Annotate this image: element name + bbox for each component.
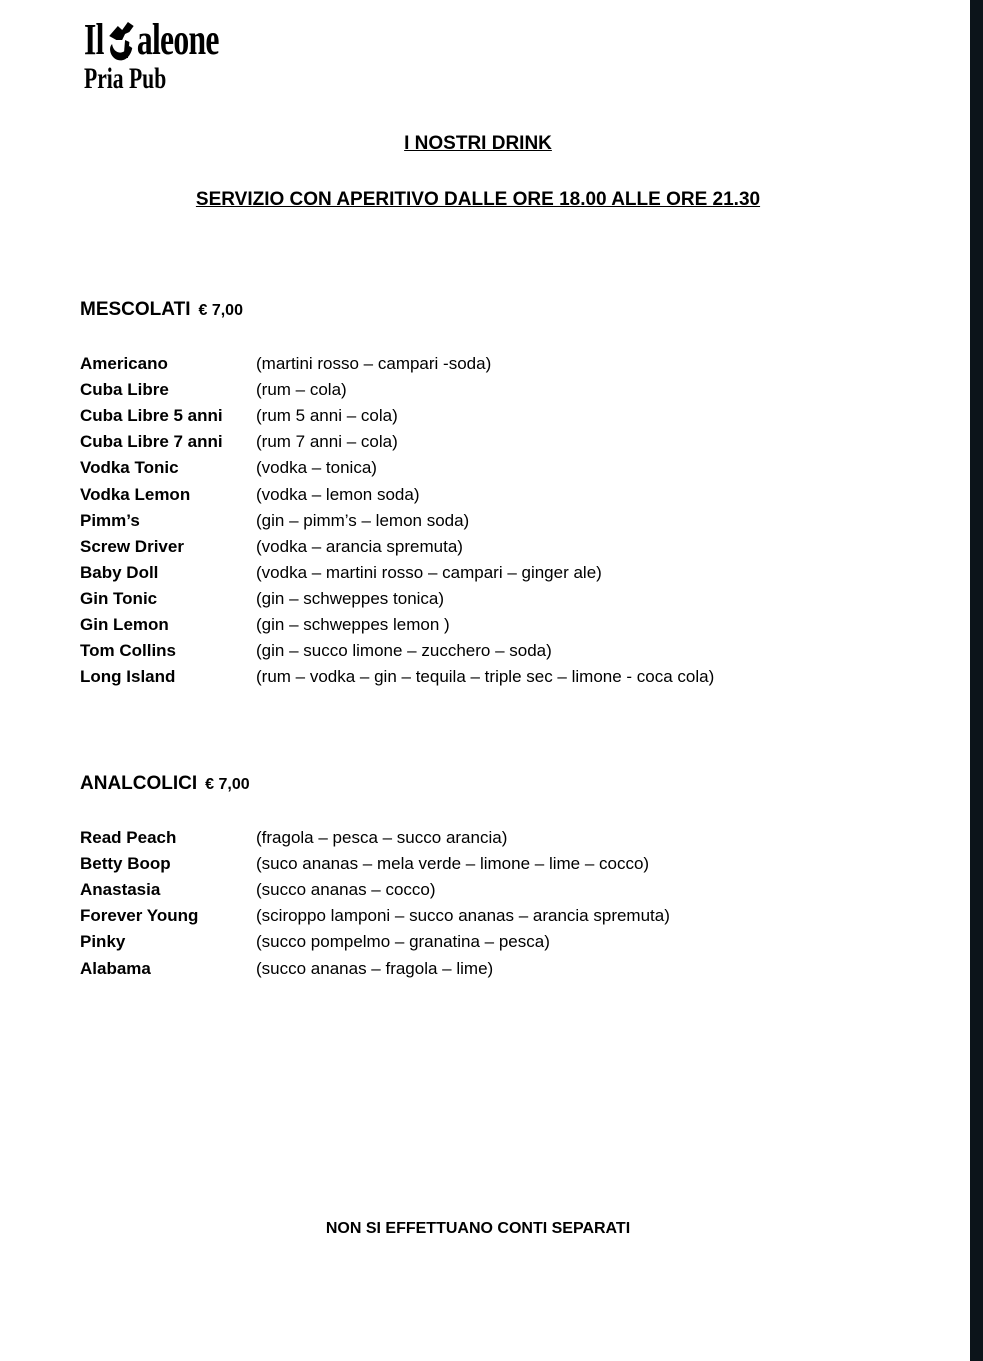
drink-name: Gin Tonic: [80, 588, 158, 608]
drink-ingredients: (gin – schweppes lemon ): [256, 614, 450, 634]
drink-row: [80, 638, 714, 664]
drink-name: Baby Doll: [80, 562, 159, 582]
service-hours-text: SERVIZIO CON APERITIVO DALLE ORE 18.00 ALLE ORE 21.30: [195, 189, 761, 210]
footer-note: NON SI EFFETTUANO CONTI SEPARATI: [325, 1220, 631, 1237]
drink-row: [80, 955, 670, 981]
drink-list-analcolici: [80, 825, 670, 982]
drink-name: Vodka Tonic: [80, 458, 179, 478]
drink-name: Read Peach: [80, 828, 177, 848]
viewer-edge: [970, 0, 983, 1361]
drink-row: [80, 586, 714, 612]
drink-ingredients: (rum – vodka – gin – tequila – triple sec – limone - coca cola): [256, 667, 715, 687]
drink-row: [80, 851, 670, 877]
drink-ingredients: (succo pompelmo – granatina – pesca): [256, 932, 550, 952]
logo-subtitle: Pria Pub: [84, 62, 167, 95]
drink-ingredients: (fragola – pesca – succo arancia): [256, 828, 508, 848]
drink-name: Cuba Libre: [80, 380, 169, 400]
drink-row: [80, 560, 714, 586]
drink-name: Long Island: [80, 667, 176, 687]
drink-name: Gin Lemon: [80, 614, 169, 634]
drink-list-mescolati: [80, 351, 714, 690]
section-name: ANALCOLICI: [80, 773, 198, 794]
page-title-text: I NOSTRI DRINK: [404, 133, 552, 154]
drink-name: Tom Collins: [80, 641, 177, 661]
section-price: € 7,00: [198, 302, 243, 319]
drink-row: [80, 825, 670, 851]
drink-name: Forever Young: [80, 906, 199, 926]
drink-row: [80, 351, 714, 377]
drink-name: Screw Driver: [80, 536, 184, 556]
drink-name: Americano: [80, 354, 168, 374]
section-heading-analcolici: [80, 773, 250, 795]
drink-row: [80, 664, 714, 690]
drink-ingredients: (martini rosso – campari -soda): [256, 354, 492, 374]
section-price: € 7,00: [205, 776, 250, 793]
galleon-g-icon: [104, 18, 137, 62]
drink-ingredients: (rum 7 anni – cola): [256, 432, 398, 452]
drink-row: [80, 377, 714, 403]
drink-row: [80, 877, 670, 903]
drink-ingredients: (vodka – arancia spremuta): [256, 536, 463, 556]
drink-name: Pimm’s: [80, 510, 140, 530]
drink-ingredients: (vodka – martini rosso – campari – ginger ale): [256, 562, 602, 582]
drink-row: [80, 429, 714, 455]
drink-ingredients: (gin – succo limone – zucchero – soda): [256, 641, 552, 661]
drink-row: [80, 929, 670, 955]
logo-text-prefix: Il: [84, 15, 104, 64]
drink-ingredients: (gin – schweppes tonica): [256, 588, 445, 608]
drink-ingredients: (vodka – tonica): [256, 458, 377, 478]
drink-ingredients: (rum 5 anni – cola): [256, 406, 398, 426]
drink-row: [80, 612, 714, 638]
drink-ingredients: (rum – cola): [256, 380, 347, 400]
drink-row: [80, 403, 714, 429]
section-name: MESCOLATI: [80, 299, 191, 320]
drink-ingredients: (succo ananas – fragola – lime): [256, 958, 494, 978]
page-title: [0, 133, 956, 155]
drink-name: Cuba Libre 5 anni: [80, 406, 223, 426]
drink-name: Anastasia: [80, 880, 161, 900]
logo: [84, 15, 219, 95]
drink-ingredients: (suco ananas – mela verde – limone – lime – cocco): [256, 854, 650, 874]
drink-row: [80, 455, 714, 481]
drink-ingredients: (sciroppo lamponi – succo ananas – arancia spremuta): [256, 906, 670, 926]
drink-row: [80, 481, 714, 507]
drink-ingredients: (vodka – lemon soda): [256, 484, 420, 504]
logo-text-suffix: aleone: [136, 15, 219, 64]
drink-name: Vodka Lemon: [80, 484, 191, 504]
drink-name: Pinky: [80, 932, 126, 952]
drink-row: [80, 903, 670, 929]
drink-name: Cuba Libre 7 anni: [80, 432, 223, 452]
drink-row: [80, 534, 714, 560]
service-hours: [0, 189, 956, 211]
section-heading-mescolati: [80, 299, 243, 321]
drink-ingredients: (gin – pimm’s – lemon soda): [256, 510, 470, 530]
drink-name: Betty Boop: [80, 854, 171, 874]
drink-ingredients: (succo ananas – cocco): [256, 880, 436, 900]
drink-row: [80, 508, 714, 534]
drink-name: Alabama: [80, 958, 151, 978]
